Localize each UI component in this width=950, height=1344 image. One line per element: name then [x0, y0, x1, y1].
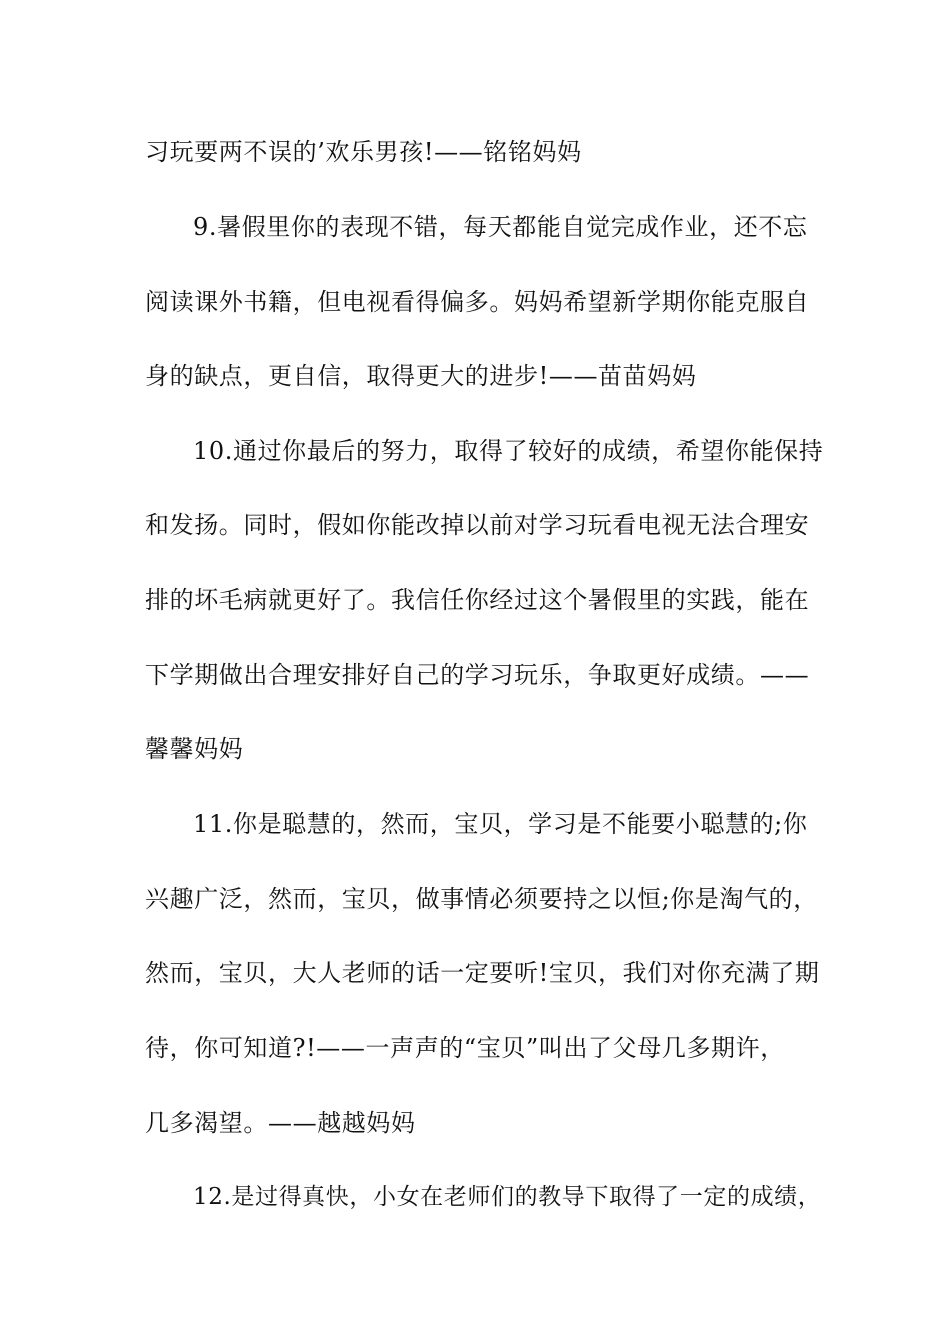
- text-line: 阅读课外书籍，但电视看得偏多。妈妈希望新学期你能克服自: [145, 288, 810, 316]
- text-line: 馨馨妈妈: [145, 735, 244, 763]
- text-line: 兴趣广泛，然而，宝贝，做事情必须要持之以恒;你是淘气的，: [145, 885, 818, 913]
- text-line: 排的坏毛病就更好了。我信任你经过这个暑假里的实践，能在: [145, 586, 810, 614]
- text-line: 待，你可知道?!——一声声的“宝贝”叫出了父母几多期许，: [145, 1034, 785, 1062]
- text-line: 然而，宝贝，大人老师的话一定要听!宝贝，我们对你充满了期: [145, 959, 820, 987]
- text-line: 下学期做出合理安排好自己的学习玩乐，争取更好成绩。——: [145, 661, 810, 689]
- paragraph-12-start: 12.是过得真快，小女在老师们的教导下取得了一定的成绩，: [193, 1184, 822, 1210]
- paragraph-9-start: 9.暑假里你的表现不错，每天都能自觉完成作业，还不忘: [193, 213, 808, 241]
- paragraph-10-start: 10.通过你最后的努力，取得了较好的成绩，希望你能保持: [193, 437, 824, 465]
- paragraph-11-start: 11.你是聪慧的，然而，宝贝，学习是不能要小聪慧的;你: [193, 810, 808, 838]
- text-line: 和发扬。同时，假如你能改掉以前对学习玩看电视无法合理安: [145, 511, 810, 539]
- text-line: 习玩要两不误的’欢乐男孩!——铭铭妈妈: [145, 138, 582, 166]
- text-line: 身的缺点，更自信，取得更大的进步!——苗苗妈妈: [145, 362, 697, 390]
- text-line: 几多渴望。——越越妈妈: [145, 1109, 416, 1137]
